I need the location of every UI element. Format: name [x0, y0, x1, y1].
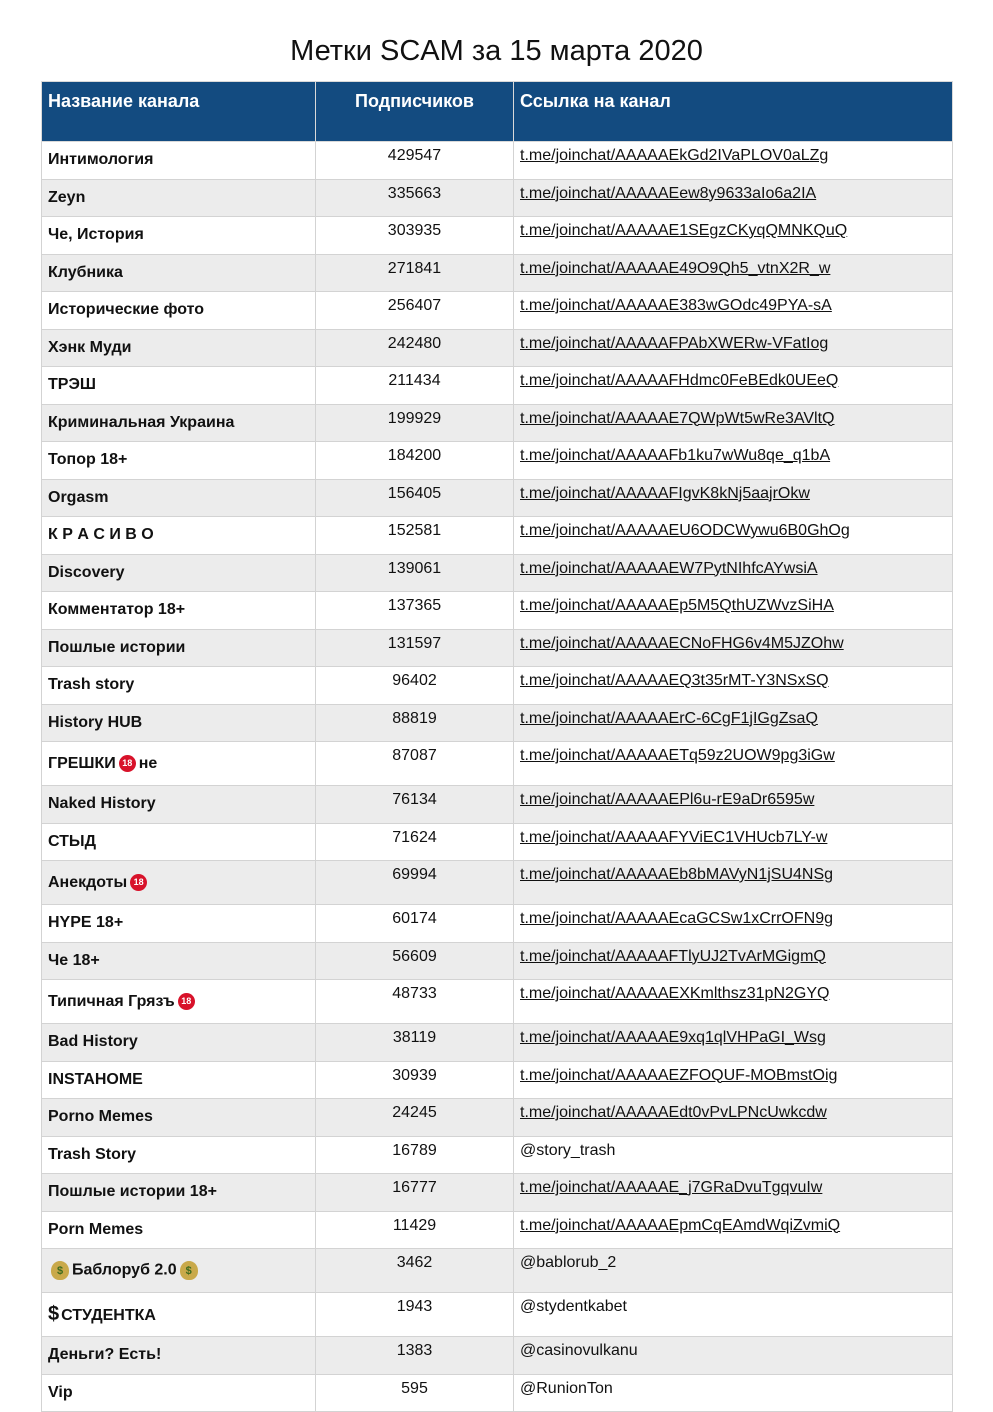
- table-row: [42, 554, 953, 592]
- table-header: [42, 82, 953, 142]
- age-18-icon: 18: [119, 755, 136, 772]
- subscribers-cell: 595: [316, 1374, 514, 1412]
- channel-name-cell: [42, 1099, 316, 1137]
- subscribers-cell: 152581: [316, 517, 514, 555]
- channel-name: Че 18+: [48, 951, 100, 969]
- channel-link-cell: [514, 367, 953, 405]
- channels-table: [41, 81, 953, 1412]
- channel-name-cell: [42, 823, 316, 861]
- channel-link[interactable]: t.me/joinchat/AAAAAErC-6CgF1jIGgZsaQ: [520, 709, 818, 727]
- channel-name: Zeyn: [48, 188, 86, 206]
- subscribers-cell: 69994: [316, 861, 514, 905]
- subscribers-cell: 48733: [316, 980, 514, 1024]
- header-subscribers: Подписчиков: [316, 82, 514, 142]
- channel-link-cell: [514, 1337, 953, 1375]
- table-body: [42, 142, 953, 1412]
- age-18-icon: 18: [130, 874, 147, 891]
- header-channel-name: Название канала: [42, 82, 316, 142]
- channel-name-cell: [42, 142, 316, 180]
- table-row: [42, 217, 953, 255]
- channel-name: К Р А С И В О: [48, 526, 154, 544]
- subscribers-cell: 3462: [316, 1249, 514, 1293]
- table-row: [42, 667, 953, 705]
- subscribers-cell: 56609: [316, 942, 514, 980]
- channel-link[interactable]: t.me/joinchat/AAAAAEXKmlthsz31pN2GYQ: [520, 985, 830, 1002]
- channel-link-cell: [514, 217, 953, 255]
- subscribers-cell: 76134: [316, 786, 514, 824]
- page-title: Метки SCAM за 15 марта 2020: [290, 35, 703, 68]
- channel-link-cell: [514, 629, 953, 667]
- channel-link-cell: [514, 329, 953, 367]
- channel-link-cell: [514, 142, 953, 180]
- table-header-row: [42, 82, 953, 142]
- channel-link-cell: [514, 742, 953, 786]
- subscribers-cell: 137365: [316, 592, 514, 630]
- channel-link[interactable]: t.me/joinchat/AAAAAEZFOQUF-MOBmstOig: [520, 1066, 838, 1084]
- channel-name-cell: [42, 479, 316, 517]
- channel-name-cell: [42, 1337, 316, 1375]
- channel-name-cell: [42, 1293, 316, 1337]
- channel-name-cell: [42, 1136, 316, 1174]
- channel-link-cell: [514, 1211, 953, 1249]
- channel-name-suffix: не: [138, 754, 158, 772]
- subscribers-cell: 24245: [316, 1099, 514, 1137]
- channel-link[interactable]: t.me/joinchat/AAAAAEPl6u-rE9aDr6595w: [520, 791, 815, 808]
- subscribers-cell: 1383: [316, 1337, 514, 1375]
- subscribers-cell: 429547: [316, 142, 514, 180]
- channel-name: Porno Memes: [48, 1108, 153, 1126]
- subscribers-cell: 71624: [316, 823, 514, 861]
- subscribers-cell: 1943: [316, 1293, 514, 1337]
- channel-link[interactable]: t.me/joinchat/AAAAAE1SEgzCKyqQMNKQuQ: [520, 222, 848, 239]
- subscribers-cell: 303935: [316, 217, 514, 255]
- channel-name: ТРЭШ: [48, 376, 96, 394]
- channel-name: Интимология: [48, 151, 154, 169]
- channel-link[interactable]: t.me/joinchat/AAAAAFTlyUJ2TvArMGigmQ: [520, 947, 826, 965]
- channel-name: Клубника: [48, 263, 123, 281]
- channel-name-cell: [42, 592, 316, 630]
- channel-name: Bad History: [48, 1033, 138, 1051]
- channel-link-cell: [514, 592, 953, 630]
- channel-link[interactable]: t.me/joinchat/AAAAAECNoFHG6v4M5JZOhw: [520, 634, 844, 652]
- table-row: [42, 742, 953, 786]
- channel-name: Деньги? Есть!: [48, 1346, 162, 1364]
- channel-name-cell: [42, 704, 316, 742]
- table-row: [42, 1374, 953, 1412]
- subscribers-cell: 271841: [316, 254, 514, 292]
- channel-name-cell: [42, 179, 316, 217]
- channel-link-cell: [514, 823, 953, 861]
- subscribers-cell: 184200: [316, 442, 514, 480]
- channel-link[interactable]: t.me/joinchat/AAAAAE383wGOdc49PYA-sA: [520, 297, 832, 314]
- channel-name-cell: [42, 786, 316, 824]
- channel-link-cell: [514, 554, 953, 592]
- table-row: [42, 942, 953, 980]
- channel-name-cell: [42, 329, 316, 367]
- subscribers-cell: 96402: [316, 667, 514, 705]
- channel-name: Discovery: [48, 563, 125, 581]
- channel-link-cell: [514, 1061, 953, 1099]
- channel-link[interactable]: t.me/joinchat/AAAAAE7QWpWt5wRe3AVltQ: [520, 409, 835, 427]
- channel-link[interactable]: t.me/joinchat/AAAAAE49O9Qh5_vtnX2R_w: [520, 259, 831, 277]
- channel-name-cell: [42, 1374, 316, 1412]
- channel-handle: @story_trash: [520, 1141, 616, 1159]
- table-row: [42, 1211, 953, 1249]
- channel-link[interactable]: t.me/joinchat/AAAAAFYViEC1VHUcb7LY-w: [520, 828, 828, 846]
- channel-link[interactable]: t.me/joinchat/AAAAAEew8y9633aIo6a2IA: [520, 184, 817, 202]
- table-row: [42, 442, 953, 480]
- channel-name-cell: [42, 254, 316, 292]
- channel-link[interactable]: t.me/joinchat/AAAAAEb8bMAVyN1jSU4NSg: [520, 866, 834, 883]
- channel-link-cell: [514, 442, 953, 480]
- channel-link-cell: [514, 980, 953, 1024]
- subscribers-cell: 211434: [316, 367, 514, 405]
- channel-name: HYPE 18+: [48, 914, 124, 932]
- channel-name: Баблоруб 2.0: [72, 1261, 177, 1279]
- channel-link[interactable]: t.me/joinchat/AAAAAEp5M5QthUZWvzSiHA: [520, 597, 834, 614]
- subscribers-cell: 88819: [316, 704, 514, 742]
- channel-link[interactable]: t.me/joinchat/AAAAAFIgvK8kNj5aajrOkw: [520, 484, 810, 502]
- channel-link-cell: [514, 292, 953, 330]
- table-row: [42, 1136, 953, 1174]
- channel-name: Анекдоты: [48, 873, 128, 891]
- channel-link-cell: [514, 1249, 953, 1293]
- channel-link[interactable]: t.me/joinchat/AAAAAFb1ku7wWu8qe_q1bA: [520, 447, 831, 464]
- table-row: [42, 1099, 953, 1137]
- channel-name-cell: [42, 404, 316, 442]
- channel-link-cell: [514, 861, 953, 905]
- table-row: [42, 179, 953, 217]
- subscribers-cell: 38119: [316, 1024, 514, 1062]
- channel-name-cell: [42, 861, 316, 905]
- channel-handle: @stydentkabet: [520, 1298, 627, 1315]
- channel-link[interactable]: t.me/joinchat/AAAAAEdt0vPvLPNcUwkcdw: [520, 1104, 827, 1121]
- channel-link-cell: [514, 1136, 953, 1174]
- table-row: [42, 1249, 953, 1293]
- dollar-sign-icon: $: [48, 1303, 60, 1325]
- channel-name-cell: [42, 292, 316, 330]
- channel-link-cell: [514, 517, 953, 555]
- channel-name-cell: [42, 217, 316, 255]
- channel-name: Исторические фото: [48, 301, 205, 319]
- channel-link[interactable]: t.me/joinchat/AAAAAFHdmc0FeBEdk0UEeQ: [520, 372, 839, 389]
- table-row: [42, 861, 953, 905]
- channel-name-cell: [42, 905, 316, 943]
- channel-name: ГРЕШКИ: [48, 754, 116, 772]
- table-row: [42, 1061, 953, 1099]
- channel-name: Криминальная Украина: [48, 413, 235, 431]
- channel-handle: @bablorub_2: [520, 1254, 617, 1271]
- channel-name-cell: [42, 442, 316, 480]
- header-link: Ссылка на канал: [514, 82, 953, 142]
- channel-name: Комментатор 18+: [48, 601, 186, 619]
- channel-name-cell: [42, 1174, 316, 1212]
- channel-link-cell: [514, 942, 953, 980]
- channel-name: СТЫД: [48, 832, 96, 850]
- channel-name: Пошлые истории 18+: [48, 1183, 217, 1201]
- channel-name: Naked History: [48, 795, 156, 813]
- channel-name: Топор 18+: [48, 451, 128, 469]
- channel-link-cell: [514, 179, 953, 217]
- channel-name-cell: [42, 742, 316, 786]
- subscribers-cell: 335663: [316, 179, 514, 217]
- table-row: [42, 367, 953, 405]
- subscribers-cell: 199929: [316, 404, 514, 442]
- channel-link-cell: [514, 1174, 953, 1212]
- channel-name-cell: [42, 980, 316, 1024]
- table-row: [42, 329, 953, 367]
- channel-name: Trash story: [48, 676, 135, 694]
- age-18-icon: 18: [178, 993, 195, 1010]
- channel-link-cell: [514, 254, 953, 292]
- table-row: [42, 254, 953, 292]
- channel-link[interactable]: t.me/joinchat/AAAAAEW7PytNIhfcAYwsiA: [520, 559, 818, 577]
- channel-link[interactable]: t.me/joinchat/AAAAAEpmCqEAmdWqiZvmiQ: [520, 1216, 841, 1234]
- table-row: [42, 1293, 953, 1337]
- channel-name: СТУДЕНТКА: [61, 1307, 156, 1324]
- subscribers-cell: 87087: [316, 742, 514, 786]
- table-row: [42, 292, 953, 330]
- channel-name-cell: [42, 1061, 316, 1099]
- money-bag-icon: $: [180, 1261, 198, 1280]
- table-row: [42, 629, 953, 667]
- channel-name-cell: [42, 942, 316, 980]
- channel-link-cell: [514, 1024, 953, 1062]
- channel-link[interactable]: t.me/joinchat/AAAAAFPAbXWERw-VFatIog: [520, 334, 829, 352]
- channel-handle: @casinovulkanu: [520, 1342, 638, 1359]
- table-row: [42, 517, 953, 555]
- channel-link[interactable]: t.me/joinchat/AAAAAEcaGCSw1xCrrOFN9g: [520, 910, 833, 927]
- channel-name: Vip: [48, 1383, 73, 1401]
- table-row: [42, 592, 953, 630]
- channel-name-cell: [42, 554, 316, 592]
- channel-link-cell: [514, 667, 953, 705]
- channel-name-cell: [42, 629, 316, 667]
- table-row: [42, 1174, 953, 1212]
- table-row: [42, 479, 953, 517]
- table-row: [42, 404, 953, 442]
- subscribers-cell: 242480: [316, 329, 514, 367]
- channel-link-cell: [514, 786, 953, 824]
- channel-name: History HUB: [48, 713, 143, 731]
- channel-link[interactable]: t.me/joinchat/AAAAAEU6ODCWywu6B0GhOg: [520, 522, 850, 539]
- subscribers-cell: 139061: [316, 554, 514, 592]
- channel-link[interactable]: t.me/joinchat/AAAAAEkGd2IVaPLOV0aLZg: [520, 147, 829, 164]
- channel-link-cell: [514, 1374, 953, 1412]
- table-row: [42, 1024, 953, 1062]
- table-row: [42, 1337, 953, 1375]
- channel-name-cell: [42, 1211, 316, 1249]
- channel-name-cell: [42, 367, 316, 405]
- channel-name: Типичная Грязъ: [48, 992, 175, 1010]
- channel-link-cell: [514, 704, 953, 742]
- channel-link[interactable]: t.me/joinchat/AAAAAEQ3t35rMT-Y3NSxSQ: [520, 672, 829, 689]
- table-row: [42, 704, 953, 742]
- channel-link-cell: [514, 479, 953, 517]
- subscribers-cell: 60174: [316, 905, 514, 943]
- channel-link-cell: [514, 1099, 953, 1137]
- channel-link-cell: [514, 905, 953, 943]
- channel-name: Че, История: [48, 226, 144, 244]
- subscribers-cell: 16777: [316, 1174, 514, 1212]
- channel-link[interactable]: t.me/joinchat/AAAAAE_j7GRaDvuTgqvuIw: [520, 1179, 823, 1196]
- subscribers-cell: 30939: [316, 1061, 514, 1099]
- table-row: [42, 980, 953, 1024]
- channel-name: Trash Story: [48, 1145, 137, 1163]
- channel-name: Хэнк Муди: [48, 338, 132, 356]
- subscribers-cell: 156405: [316, 479, 514, 517]
- channel-link[interactable]: t.me/joinchat/AAAAAETq59z2UOW9pg3iGw: [520, 747, 835, 764]
- channel-name: Porn Memes: [48, 1220, 144, 1238]
- money-bag-icon: $: [51, 1261, 69, 1280]
- table-row: [42, 905, 953, 943]
- channel-link-cell: [514, 1293, 953, 1337]
- channel-name: Пошлые истории: [48, 638, 186, 656]
- table-row: [42, 786, 953, 824]
- subscribers-cell: 16789: [316, 1136, 514, 1174]
- channel-handle: @RunionTon: [520, 1379, 613, 1397]
- subscribers-cell: 256407: [316, 292, 514, 330]
- table-row: [42, 142, 953, 180]
- channel-name: INSTAHOME: [48, 1070, 143, 1088]
- channel-name: Orgasm: [48, 488, 109, 506]
- channel-link-cell: [514, 404, 953, 442]
- subscribers-cell: 11429: [316, 1211, 514, 1249]
- channel-name-cell: [42, 517, 316, 555]
- subscribers-cell: 131597: [316, 629, 514, 667]
- channel-link[interactable]: t.me/joinchat/AAAAAE9xq1qlVHPaGI_Wsg: [520, 1029, 826, 1046]
- table-row: [42, 823, 953, 861]
- channel-name-cell: [42, 667, 316, 705]
- channel-name-cell: [42, 1024, 316, 1062]
- channel-name-cell: [42, 1249, 316, 1293]
